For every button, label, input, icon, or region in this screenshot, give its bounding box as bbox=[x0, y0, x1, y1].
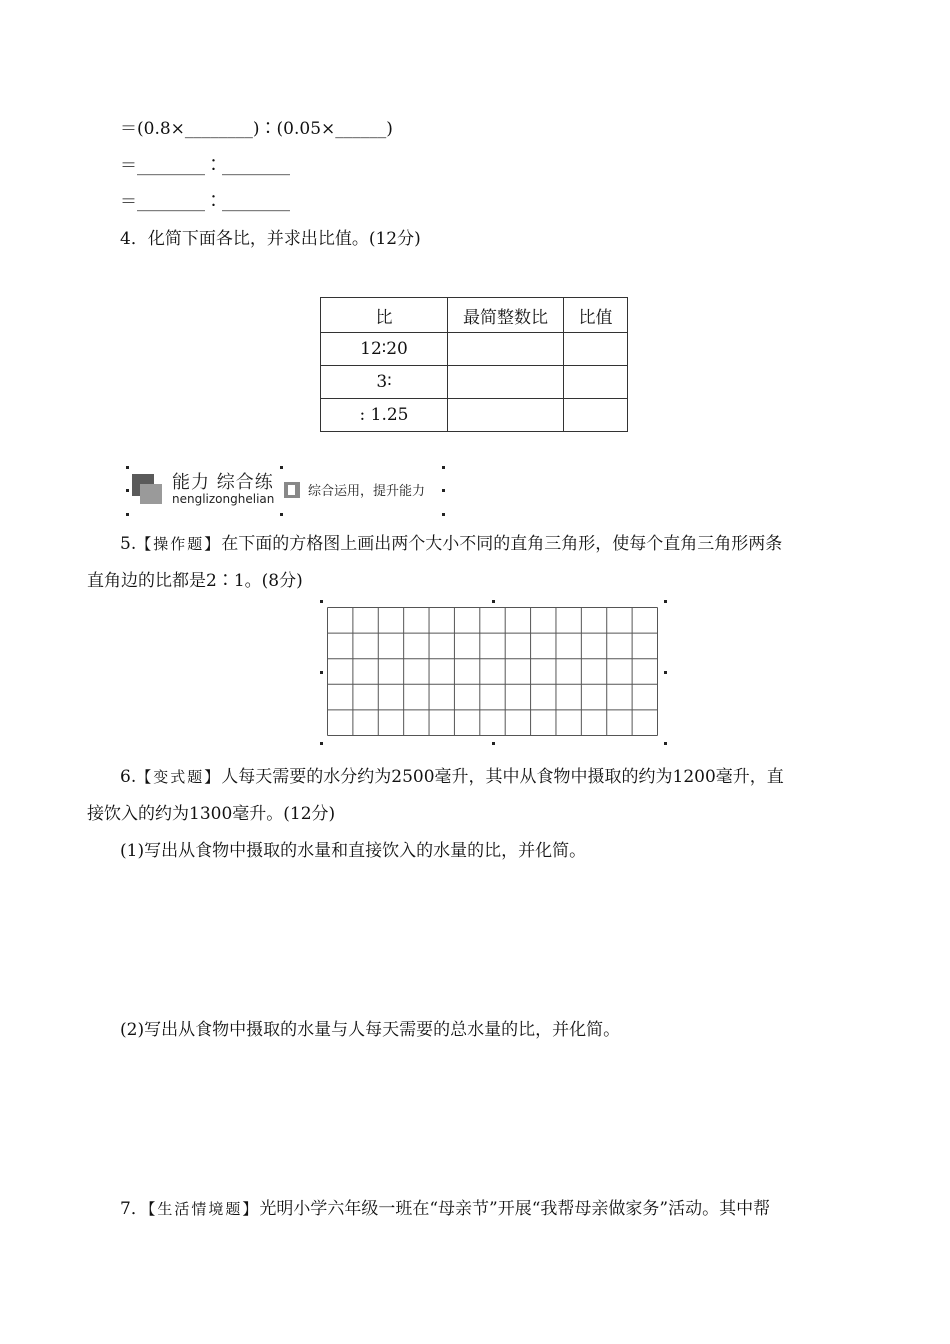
question-tag: 【生活情境题】 bbox=[147, 1200, 260, 1218]
table-cell: : 1.25 bbox=[321, 399, 448, 432]
question-6-line-2: 接饮入的约为1300毫升。(12分) bbox=[87, 804, 336, 824]
question-5-line-2: 直角边的比都是2∶1。(8分) bbox=[87, 571, 303, 591]
table-header-simplest: 最简整数比 bbox=[448, 298, 564, 333]
corner-dot bbox=[442, 466, 445, 469]
table-cell: 12∶20 bbox=[321, 333, 448, 366]
table-row bbox=[321, 333, 628, 366]
question-number: 7． bbox=[120, 1199, 148, 1219]
corner-dot bbox=[280, 513, 283, 516]
question-text: 光明小学六年级一班在“母亲节”开展“我帮母亲做家务”活动。其中帮 bbox=[259, 1199, 771, 1219]
ratio-table bbox=[320, 297, 628, 432]
banner-logo-shadow-icon bbox=[140, 484, 162, 504]
corner-dot bbox=[664, 671, 667, 674]
corner-dot bbox=[320, 671, 323, 674]
banner-subtitle: 综合运用，提升能力 bbox=[308, 484, 426, 499]
square-icon bbox=[284, 482, 300, 498]
table-cell: 3∶ bbox=[321, 366, 448, 399]
square-grid[interactable] bbox=[327, 607, 658, 736]
corner-dot bbox=[320, 600, 323, 603]
question-6-sub-1: (1)写出从食物中摄取的水量和直接饮入的水量的比，并化简。 bbox=[120, 841, 587, 861]
corner-dot bbox=[126, 466, 129, 469]
question-6-line-1 bbox=[120, 766, 784, 788]
table-row bbox=[321, 399, 628, 432]
table-row bbox=[321, 366, 628, 399]
corner-dot bbox=[280, 466, 283, 469]
question-text: 人每天需要的水分约为2500毫升，其中从食物中摄取的约为1200毫升，直 bbox=[221, 767, 784, 787]
question-tag: 【变式题】 bbox=[136, 768, 222, 786]
question-text: 在下面的方格图上画出两个大小不同的直角三角形，使每个直角三角形两条 bbox=[221, 534, 783, 554]
corner-dot bbox=[492, 600, 495, 603]
corner-dot bbox=[126, 489, 129, 492]
table-cell[interactable] bbox=[448, 333, 564, 366]
equation-line-3: ＝________∶________ bbox=[120, 192, 290, 212]
corner-dot bbox=[442, 489, 445, 492]
drawing-grid-area bbox=[320, 600, 668, 746]
question-5-line-1 bbox=[120, 533, 782, 555]
question-7-line-1 bbox=[120, 1198, 770, 1220]
table-header-row bbox=[321, 298, 628, 333]
table-cell[interactable] bbox=[564, 333, 628, 366]
banner-pinyin: nenglizonghelian bbox=[172, 492, 275, 506]
corner-dot bbox=[664, 742, 667, 745]
table-cell[interactable] bbox=[448, 399, 564, 432]
question-number: 6. bbox=[120, 767, 137, 787]
table-cell[interactable] bbox=[564, 366, 628, 399]
table-header-value: 比值 bbox=[564, 298, 628, 333]
corner-dot bbox=[664, 600, 667, 603]
equation-line-1: ＝(0.8×________)∶(0.05×______) bbox=[120, 119, 393, 139]
corner-dot bbox=[126, 513, 129, 516]
corner-dot bbox=[442, 513, 445, 516]
corner-dot bbox=[320, 742, 323, 745]
corner-dot bbox=[492, 742, 495, 745]
table-cell[interactable] bbox=[564, 399, 628, 432]
question-tag: 【操作题】 bbox=[136, 535, 222, 553]
table-cell[interactable] bbox=[448, 366, 564, 399]
table-header-ratio: 比 bbox=[321, 298, 448, 333]
question-number: 5. bbox=[120, 534, 137, 554]
banner-title: 能力 综合练 bbox=[172, 472, 274, 493]
section-banner bbox=[126, 466, 446, 516]
question-4-text: 4．化简下面各比，并求出比值。(12分) bbox=[120, 229, 421, 249]
question-6-sub-2: (2)写出从食物中摄取的水量与人每天需要的总水量的比，并化简。 bbox=[120, 1020, 621, 1040]
equation-line-2: ＝________∶________ bbox=[120, 156, 290, 176]
